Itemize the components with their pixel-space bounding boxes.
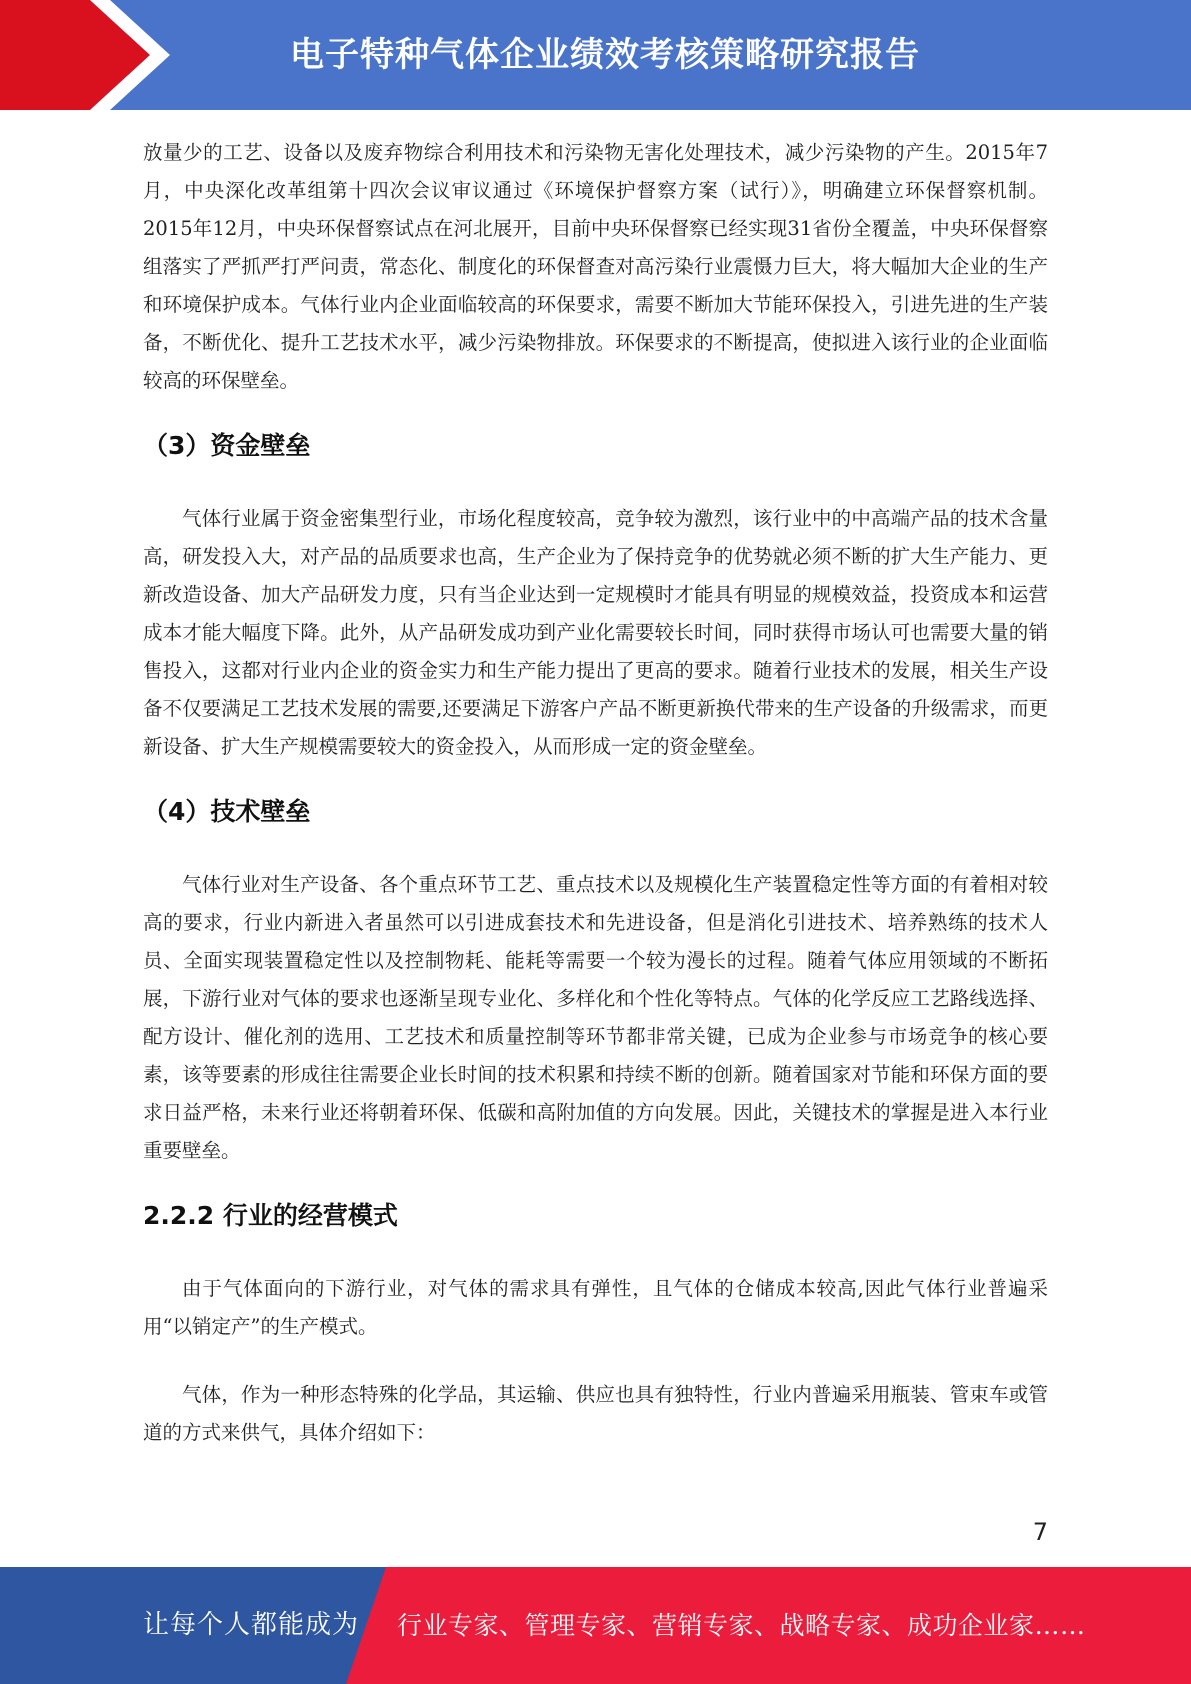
paragraph-production-model: 由于气体面向的下游行业，对气体的需求具有弹性，且气体的仓储成本较高,因此气体行业普遍采用“以销定产”的生产模式。 bbox=[143, 1277, 1048, 1338]
paragraph-technology-barrier: 气体行业对生产设备、各个重点环节工艺、重点技术以及规模化生产装置稳定性等方面的有着相对较高的要求，行业内新进入者虽然可以引进成套技术和先进设备，但是消化引进技术、培养熟练的技术人员、全面实现装置稳定性以及控制物耗、能耗等需要一个较为漫长的过程。随着气体应用领域的不断拓展，下游行业对气体的要求也逐渐呈现专业化、多样化和个性化等特点。气体的化学反应工艺路线选择、配方设计、催化剂的选用、工艺技术和质量控制等环节都非常关键，已成为企业参与市场竞争的核心要素，该等要素的形成往往需要企业长时间的技术积累和持续不断的创新。随着国家对节能和环保方面的要求日益严格，未来行业还将朝着环保、低碳和高附加值的方向发展。因此，关键技术的掌握是进入本行业重要壁垒。 bbox=[143, 873, 1048, 1162]
paragraph-gas-supply: 气体，作为一种形态特殊的化学品，其运输、供应也具有独特性，行业内普遍采用瓶装、管束车或管道的方式来供气，具体介绍如下： bbox=[143, 1383, 1048, 1444]
heading-technology-barrier: （4）技术壁垒 bbox=[143, 797, 311, 826]
page-content bbox=[143, 134, 1048, 1452]
header-arrow-decoration bbox=[0, 0, 200, 110]
footer-slogan-right: 行业专家、管理专家、营销专家、战略专家、成功企业家…… bbox=[397, 1611, 1086, 1640]
footer-slogan-left: 让每个人都能成为 bbox=[143, 1610, 360, 1640]
heading-business-model: 2.2.2 行业的经营模式 bbox=[143, 1201, 398, 1230]
paragraph-environmental-barrier: 放量少的工艺、设备以及废弃物综合利用技术和污染物无害化处理技术，减少污染物的产生。2015年7月，中央深化改革组第十四次会议审议通过《环境保护督察方案（试行）》，明确建立环保督察机制。2015年12月，中央环保督察试点在河北展开，目前中央环保督察已经实现31省份全覆盖，中央环保督察组落实了严抓严打严问责，常态化、制度化的环保督查对高污染行业震慑力巨大，将大幅加大企业的生产和环境保护成本。气体行业内企业面临较高的环保要求，需要不断加大节能环保投入，引进先进的生产装备，不断优化、提升工艺技术水平，减少污染物排放。环保要求的不断提高，使拟进入该行业的企业面临较高的环保壁垒。 bbox=[143, 141, 1048, 392]
paragraph-capital-barrier: 气体行业属于资金密集型行业，市场化程度较高，竞争较为激烈，该行业中的中高端产品的技术含量高，研发投入大，对产品的品质要求也高，生产企业为了保持竞争的优势就必须不断的扩大生产能力、更新改造设备、加大产品研发力度，只有当企业达到一定规模时才能具有明显的规模效益，投资成本和运营成本才能大幅度下降。此外，从产品研发成功到产业化需要较长时间，同时获得市场认可也需要大量的销售投入，这都对行业内企业的资金实力和生产能力提出了更高的要求。随着行业技术的发展，相关生产设备不仅要满足工艺技术发展的需要,还要满足下游客户产品不断更新换代带来的生产设备的升级需求，而更新设备、扩大生产规模需要较大的资金投入，从而形成一定的资金壁垒。 bbox=[143, 507, 1048, 758]
heading-capital-barrier: （3）资金壁垒 bbox=[143, 431, 311, 460]
report-title: 电子特种气体企业绩效考核策略研究报告 bbox=[290, 35, 920, 75]
page-header bbox=[0, 0, 1191, 110]
page-number: 7 bbox=[1032, 1518, 1048, 1546]
page-footer bbox=[0, 1567, 1191, 1684]
